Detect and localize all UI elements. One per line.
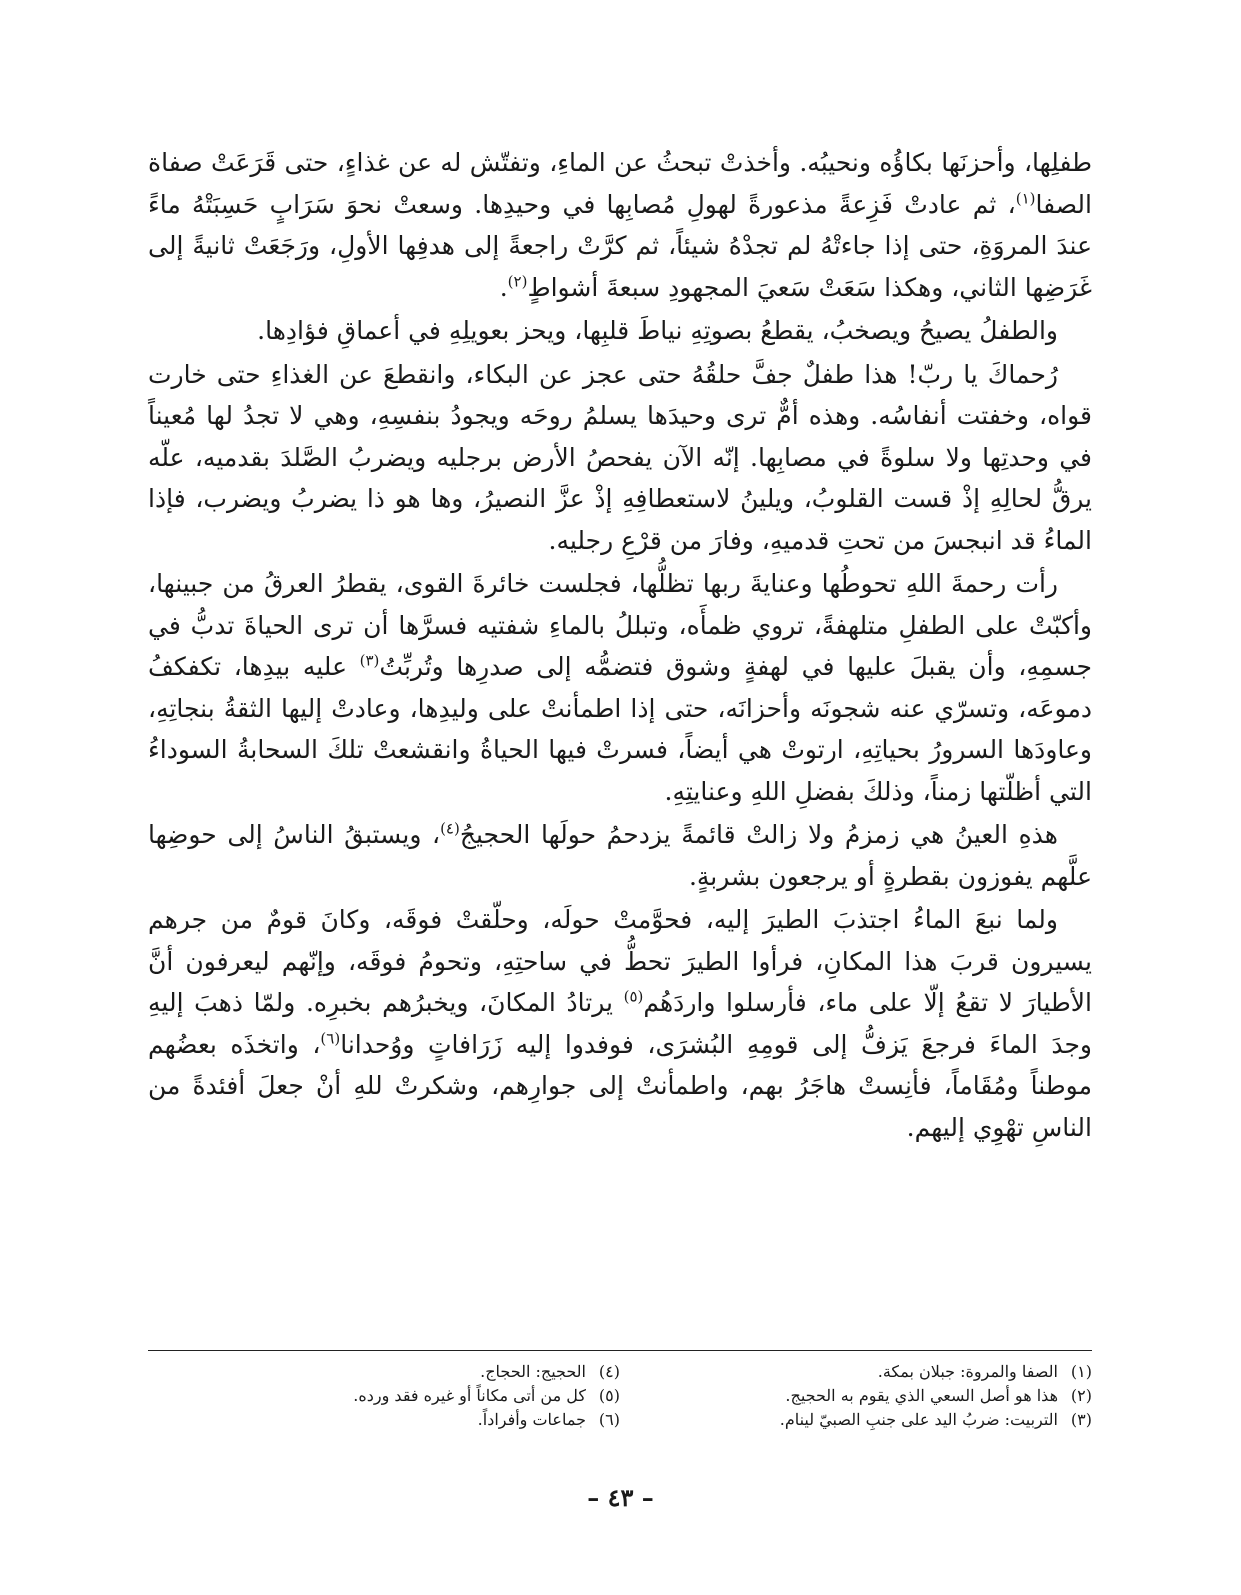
paragraph-text: ولما نبعَ الماءُ اجتذبَ الطيرَ إليه، فحوَّمتْ حولَه، وحلّقتْ فوقَه، وكانَ قومٌ من جرهم يسيرون قربَ هذا المكانِ، فرأوا الطيرَ تحطُّ في ساحتِهِ، وتحومُ فوقَه، وإنّهم ليعرفون أنَّ الأطيارَ لا تقعُ إلّا على ماء، فأرسلوا واردَهُم (148, 905, 1092, 1017)
footnote-item (148, 1408, 620, 1432)
paragraph-text: رأت رحمةَ اللهِ تحوطُها وعنايةَ ربها تظلُّها، فجلست خائرةَ القوى، يقطرُ العرقُ من جبينها، وأكبّتْ على الطفلِ متلهفةً، تروي ظمأَه، وتبللُ بالماءِ شفتيه فسرَّها أن ترى الحياةَ تدبُّ في جسمِهِ، وأن يقبلَ عليها في لهفةٍ وشوق فتضمُّه إلى صدرِها وتُربِّتُ (148, 569, 1092, 681)
paragraph-text: هذهِ العينُ هي زمزمُ ولا زالتْ قائمةً يزدحمُ حولَها الحجيجُ (459, 820, 1058, 849)
footnote-marker: (٣) (359, 651, 380, 670)
footnote-text: جماعات وأفراداً. (477, 1410, 586, 1429)
footnote-number: (٥) (598, 1386, 620, 1405)
footnote-item (620, 1408, 1092, 1432)
footnote-item (148, 1384, 620, 1408)
footnotes-right-column (620, 1360, 1092, 1432)
paragraph-text: عليه بيدِها، تكفكفُ دموعَه، وتسرّي عنه شجونَه وأحزانَه، حتى إذا اطمأنتْ على وليدِها، وعادتْ إليها الثقةُ بنجاتِهِ، وعاودَها السرورُ بحياتِهِ، ارتوتْ هي أيضاً، فسرتْ فيها الحياةُ وانقشعتْ تلكَ السحابةُ السوداءُ التي أظلّتها زمناً، وذلكَ بفضلِ اللهِ وعنايتِهِ. (148, 652, 1092, 806)
paragraph (148, 142, 1092, 308)
footnote-marker: (١) (1015, 189, 1036, 208)
paragraph-text: ، ويستبقُ الناسُ إلى حوضِها علَّهم يفوزون بقطرةٍ أو يرجعون بشربةٍ. (148, 820, 1092, 891)
footnotes (148, 1360, 1092, 1432)
footnote-marker: (٢) (507, 272, 528, 291)
paragraph-text: يرتادُ المكانَ، ويخبرُهم بخبرِه. ولمّا ذهبَ إليهِ وجدَ الماءَ فرجعَ يَزفُّ إلى قومِهِ البُشرَى، فوفدوا إليه زَرَافاتٍ ووُحدانا (148, 988, 1092, 1059)
footnote-marker: (٦) (320, 1029, 341, 1048)
paragraph-text: طفلِها، وأحزنَها بكاؤُه ونحيبُه. وأخذتْ تبحثُ عن الماءِ، وتفتّش له عن غذاءٍ، حتى قَرَعَتْ صفاة الصفا (148, 148, 1092, 219)
paragraph (148, 899, 1092, 1148)
footnote-text: التربيت: ضربُ اليد على جنبِ الصبيّ لينام. (779, 1410, 1058, 1429)
paragraph-text: ، ثم عادتْ فَزِعةً مذعورةً لهولِ مُصابِها في وحيدِها. وسعتْ نحوَ سَرَابٍ حَسِبَتْهُ ماءً عندَ المروَةِ، حتى إذا جاءتْهُ لم تجدْهُ شيئاً، ثم كرَّتْ راجعةً إلى هدفِها الأولِ، ورَجَعَتْ ثانيةً إلى غَرَضِها الثاني، وهكذا سَعَتْ سَعيَ المجهودِ سبعةَ أشواطٍ (148, 189, 1092, 302)
paragraph-text: . (499, 272, 508, 302)
footnote-number: (٦) (598, 1410, 620, 1429)
paragraph-text: ، واتخذَه بعضُهم موطناً ومُقَاماً، فأنِستْ هاجَرُ بهم، واطمأنتْ إلى جوارِهم، وشكرتْ للهِ أنْ جعلَ أفئدةً من الناسِ تهْوِي إليهم. (148, 1029, 1092, 1142)
footnote-item (620, 1384, 1092, 1408)
paragraph-text: رُحماكَ يا ربّ! هذا طفلٌ جفَّ حلقُهُ حتى عجز عن البكاء، وانقطعَ عن الغذاءِ حتى خارت قواه، وخفتت أنفاسُه. وهذه أمٌّ ترى وحيدَها يسلمُ روحَه ويجودُ بنفسِهِ، وهي لا تجدُ لها مُعيناً في وحدتِها ولا سلوةً في مصابِها. إنّه الآن يفحصُ الأرض برجليه ويضربُ الصَّلدَ بقدميه، علّه يرقُّ لحالِهِ إذْ قست القلوبُ، ويلينُ لاستعطافِهِ إذْ عزَّ النصيرُ، وها هو ذا يضربُ ويضرب، فإذا الماءُ قد انبجسَ من تحتِ قدميهِ، وفارَ من قرْعِ رجليه. (148, 359, 1092, 555)
paragraph (148, 354, 1092, 562)
footnote-text: كل من أتى مكاناً أو غيره فقد ورده. (353, 1386, 586, 1405)
footnote-text: الحجيج: الحجاج. (480, 1362, 586, 1381)
footnotes-left-column (148, 1360, 620, 1432)
footnote-number: (٤) (598, 1362, 620, 1381)
footnote-marker: (٥) (623, 987, 644, 1006)
footnote-number: (٢) (1070, 1386, 1092, 1405)
paragraph (148, 563, 1092, 812)
footnote-item (620, 1360, 1092, 1384)
paragraph (148, 310, 1092, 352)
footnote-text: هذا هو أصل السعي الذي يقوم به الحجيج. (785, 1386, 1058, 1405)
main-text (148, 142, 1092, 1148)
paragraph (148, 814, 1092, 897)
footnote-separator (148, 1350, 1092, 1351)
footnote-number: (١) (1070, 1362, 1092, 1381)
paragraph-text: والطفلُ يصيحُ ويصخبُ، يقطعُ بصوتِهِ نياطَ قلبِها، ويحز بعويلِهِ في أعماقِ فؤادِها. (257, 316, 1058, 345)
footnote-text: الصفا والمروة: جبلان بمكة. (877, 1362, 1058, 1381)
footnote-marker: (٤) (440, 819, 460, 838)
footnote-item (148, 1360, 620, 1384)
page-number: – ٤٣ – (587, 1483, 654, 1512)
footnote-number: (٣) (1070, 1410, 1092, 1429)
